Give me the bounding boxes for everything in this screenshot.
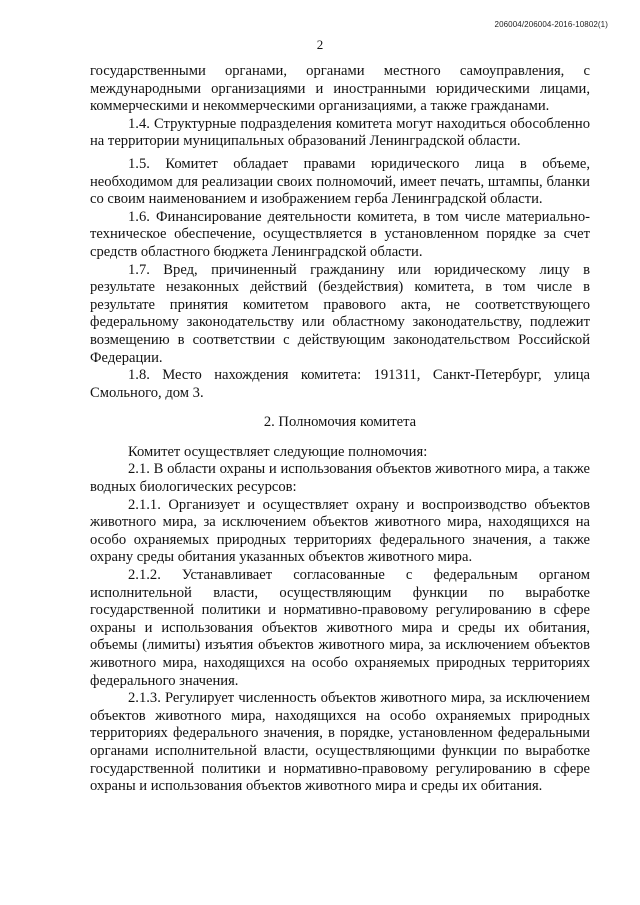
paragraph-1-4: 1.4. Структурные подразделения комитета могут находиться обособленно на территории муниципальных образований Ленинградской области.	[90, 115, 590, 150]
paragraph-2-1: 2.1. В области охраны и использования объектов животного мира, а также водных биологических ресурсов:	[90, 461, 590, 496]
paragraph-1-8: 1.8. Место нахождения комитета: 191311, Санкт-Петербург, улица Смольного, дом 3.	[90, 367, 590, 401]
paragraph-continued: государственными органами, органами местного самоуправления, с международными организациями и иностранными юридическими лицами, коммерческими и некоммерческими организациями, а также гражданами.	[90, 63, 590, 115]
paragraph-2-1-1: 2.1.1. Организует и осуществляет охрану и воспроизводство объектов животного мира, за исключением объектов животного мира, находящихся на особо охраняемых природных территориях федерального значения, а также охрану среды обитания указанных объектов животного мира.	[90, 496, 590, 566]
paragraph-2-1-3: 2.1.3. Регулирует численность объектов животного мира, за исключением объектов животного мира, находящихся на особо охраняемых природных территориях федерального значения, в порядке, установленном федеральными органами исполнительной власти, осуществляющими функции по выработке государственной политики и нормативно-правовому регулированию в сфере охраны и использования объектов животного мира и среды их обитания.	[90, 690, 590, 795]
section-intro: Комитет осуществляет следующие полномочия:	[128, 443, 428, 460]
section-heading: 2. Полномочия комитета	[263, 414, 417, 431]
page-number: 2	[316, 37, 324, 52]
paragraph-1-6: 1.6. Финансирование деятельности комитета, в том числе материально-техническое обеспечение, осуществляется в установленном порядке за счет средств областного бюджета Ленинградской области.	[90, 208, 590, 260]
document-id: 206004/206004-2016-10802(1)	[494, 20, 608, 29]
paragraph-2-1-2: 2.1.2. Устанавливает согласованные с федеральным органом исполнительной власти, осуществляющим функции по выработке государственной политики и нормативно-правовому регулированию в сфере охраны и использования объектов животного мира и среды их обитания, объемы (лимиты) изъятия объектов животного мира, за исключением объектов животного мира, находящихся на особо охраняемых природных территориях федерального значения.	[90, 567, 590, 689]
paragraph-1-5: 1.5. Комитет обладает правами юридического лица в объеме, необходимом для реализации своих полномочий, имеет печать, штампы, бланки со своим наименованием и изображением герба Ленинградской области.	[90, 155, 590, 208]
paragraph-1-7: 1.7. Вред, причиненный гражданину или юридическому лицу в результате незаконных действий (бездействия) комитета, в том числе в результате принятия комитетом правового акта, не соответствующего федеральному законодательству или областному законодательству, подлежит возмещению в соответствии с действующим законодательством Российской Федерации.	[90, 261, 590, 366]
document-body	[90, 63, 590, 796]
